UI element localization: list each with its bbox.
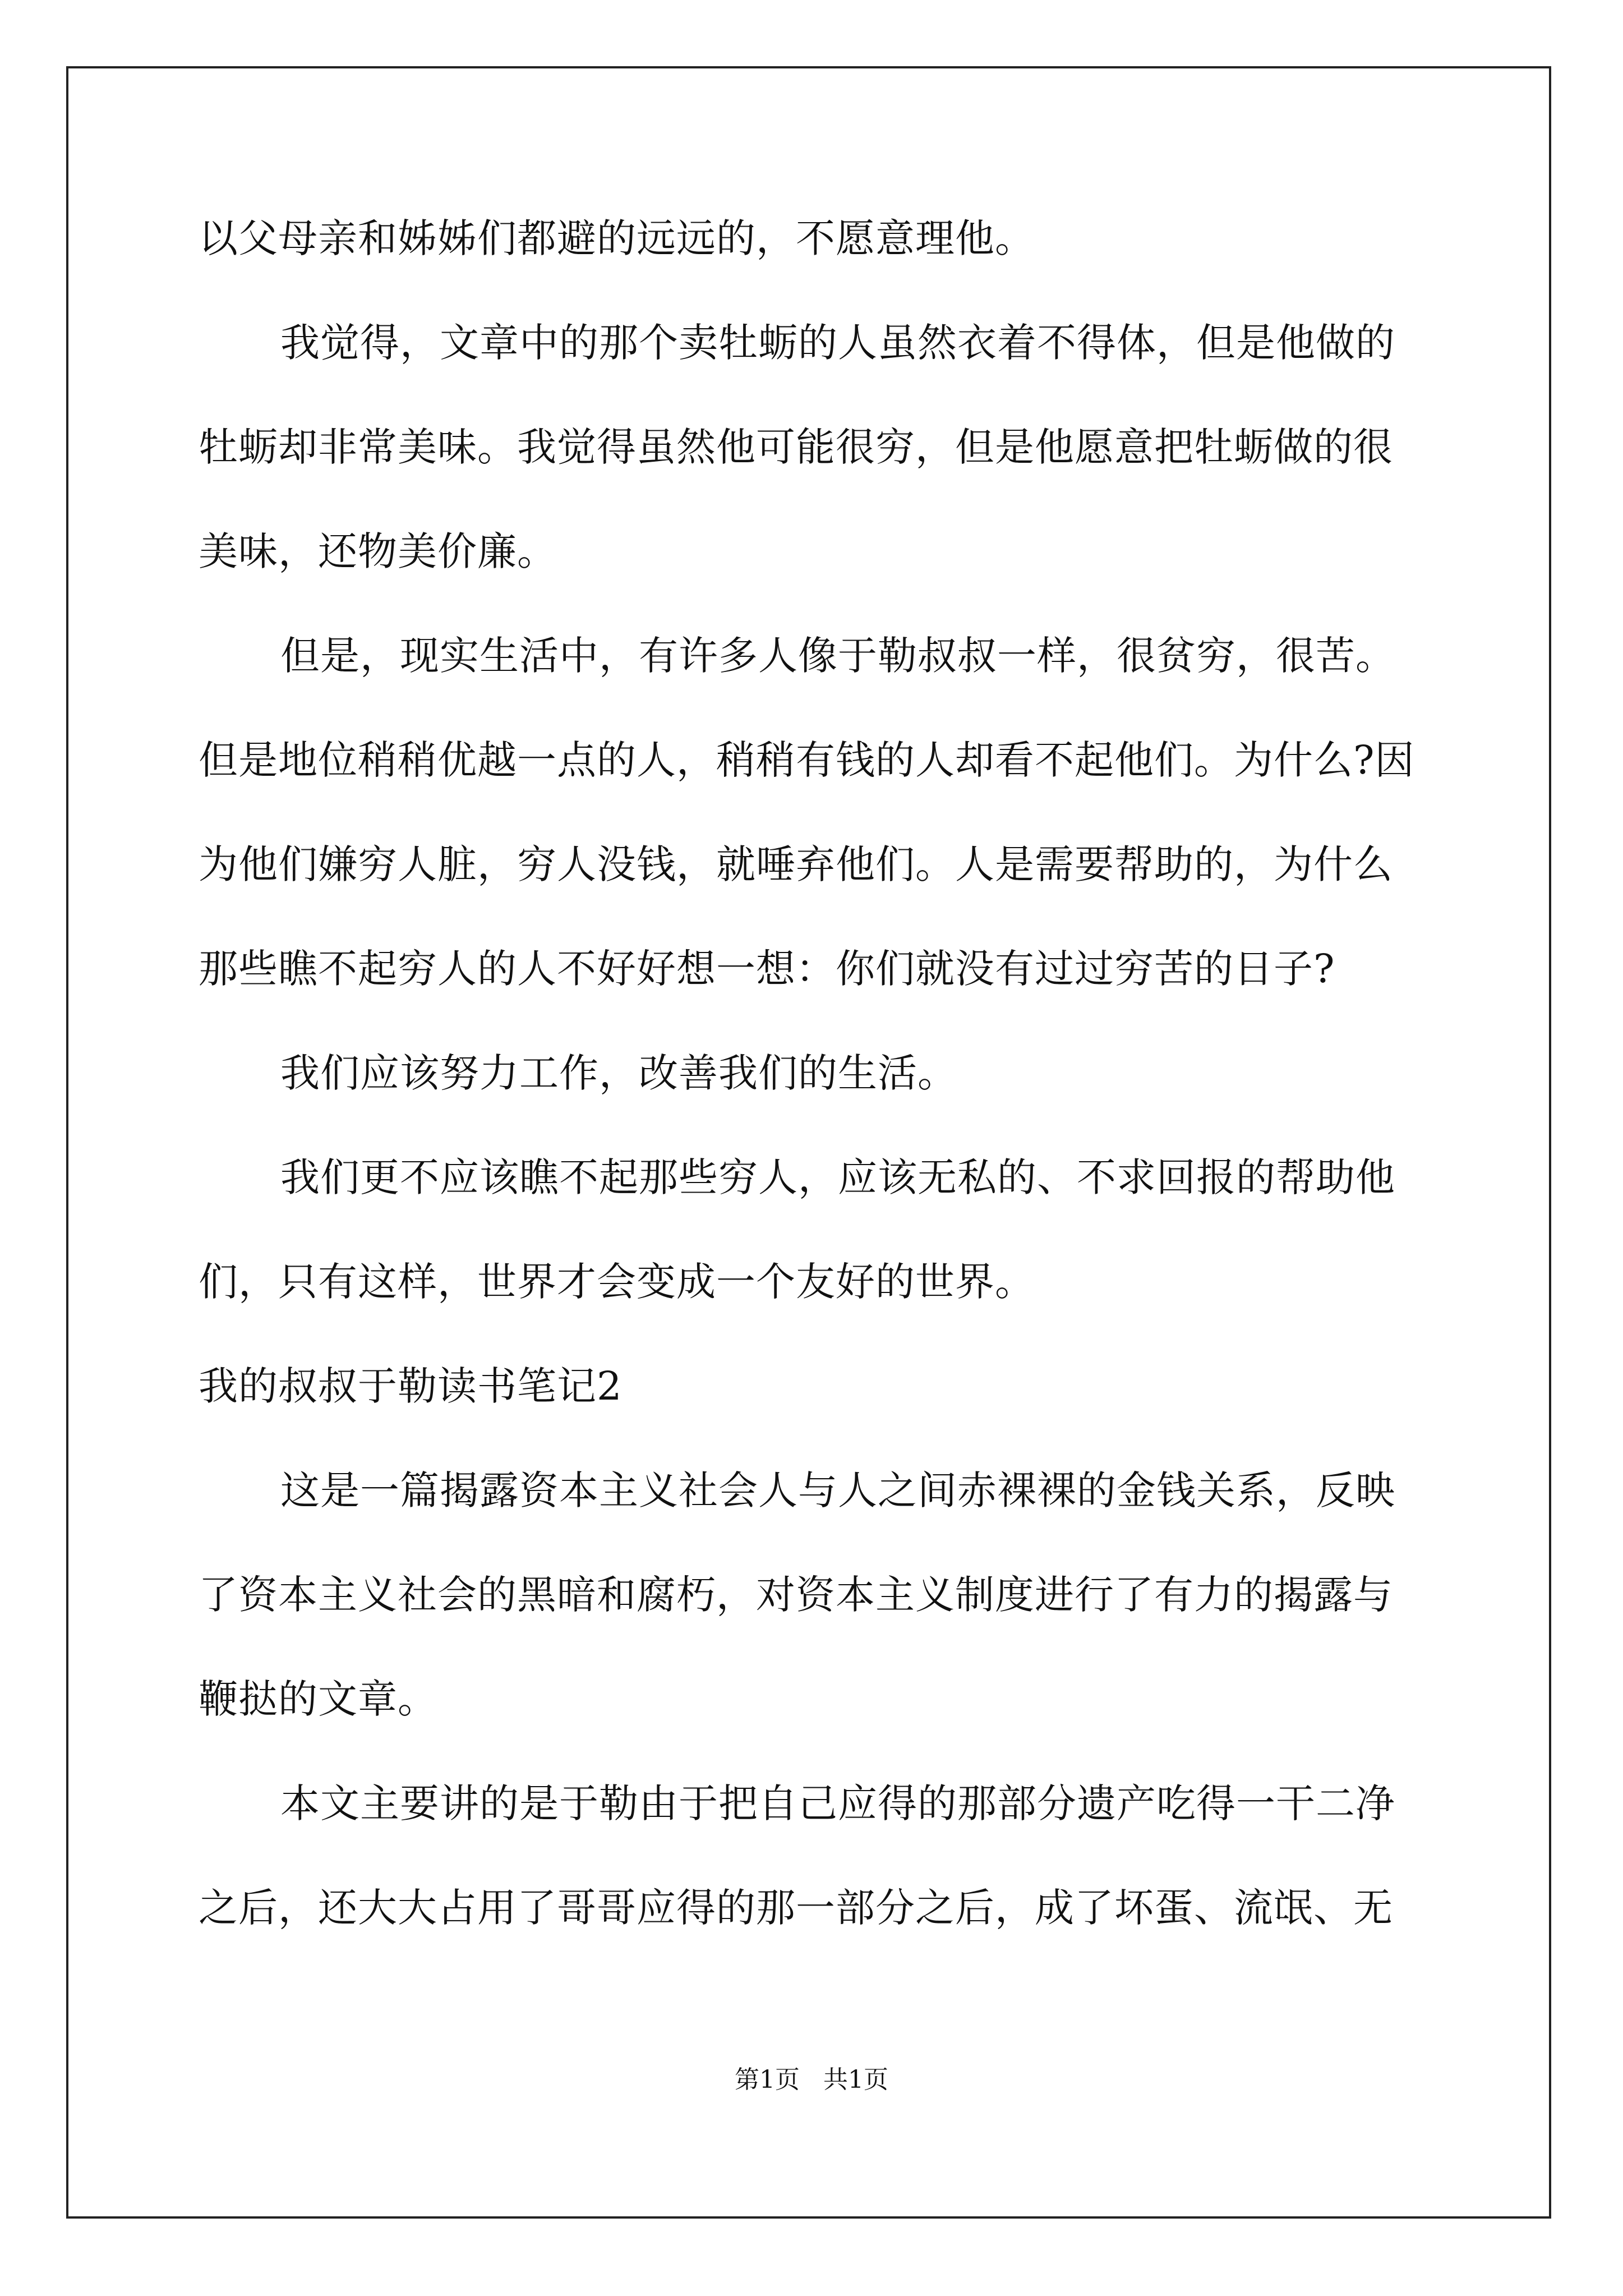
paragraph-line: 本文主要讲的是于勒由于把自己应得的那部分遗产吃得一干二净 [280, 1780, 1395, 1826]
paragraph-line: 这是一篇揭露资本主义社会人与人之间赤裸裸的金钱关系，反映 [280, 1467, 1395, 1513]
paragraph-line: 之后，还大大占用了哥哥应得的那一部分之后，成了坏蛋、流氓、无 [199, 1885, 1393, 1931]
paragraph-line: 了资本主义社会的黑暗和腐朽，对资本主义制度进行了有力的揭露与 [199, 1572, 1393, 1618]
paragraph-line: 我们更不应该瞧不起那些穷人，应该无私的、不求回报的帮助他 [280, 1154, 1395, 1200]
paragraph-line: 鞭挞的文章。 [199, 1676, 437, 1722]
page-footer [0, 2064, 1623, 2096]
paragraph-line: 但是，现实生活中，有许多人像于勒叔叔一样，很贫穷，很苦。 [280, 633, 1395, 679]
paragraph-line: 但是地位稍稍优越一点的人，稍稍有钱的人却看不起他们。为什么?因 [199, 737, 1415, 783]
paragraph-line: 我觉得，文章中的那个卖牡蛎的人虽然衣着不得体，但是他做的 [280, 320, 1395, 366]
paragraph-line: 牡蛎却非常美味。我觉得虽然他可能很穷，但是他愿意把牡蛎做的很 [199, 424, 1393, 470]
paragraph-line: 我们应该努力工作，改善我们的生活。 [280, 1050, 957, 1096]
paragraph-line: 美味，还物美价廉。 [199, 528, 557, 574]
paragraph-line: 为他们嫌穷人脏，穷人没钱，就唾弃他们。人是需要帮助的，为什么 [199, 841, 1393, 887]
page-number: 第1页 [735, 2065, 800, 2094]
paragraph-line: 以父母亲和姊姊们都避的远远的，不愿意理他。 [199, 215, 1035, 261]
page-total: 共1页 [823, 2065, 888, 2094]
paragraph-line: 那些瞧不起穷人的人不好好想一想：你们就没有过过穷苦的日子? [199, 946, 1335, 992]
paragraph-line: 们，只有这样，世界才会变成一个友好的世界。 [199, 1259, 1035, 1305]
section-heading: 我的叔叔于勒读书笔记2 [199, 1363, 623, 1409]
